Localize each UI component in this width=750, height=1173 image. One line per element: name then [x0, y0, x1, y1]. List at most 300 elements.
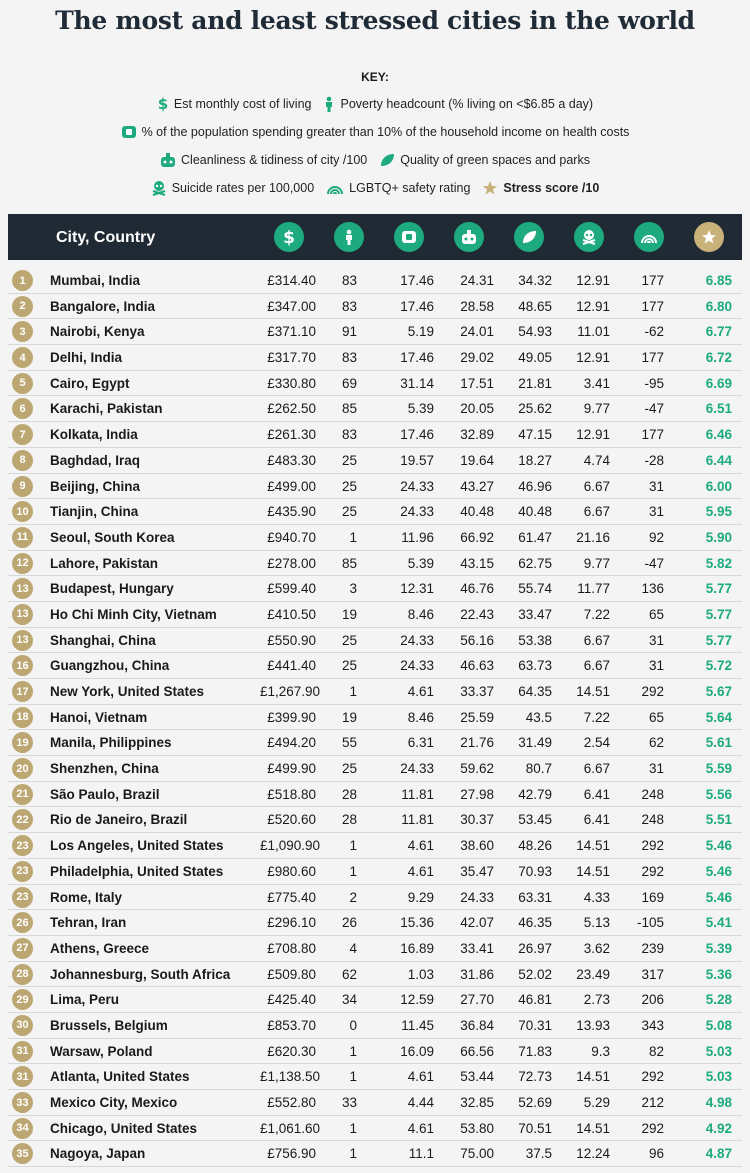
cell-suicide: 14.51 [576, 1069, 610, 1085]
cell-health: 11.96 [401, 529, 434, 545]
table-row [8, 885, 742, 911]
table-row [8, 345, 742, 371]
cell-suicide: 6.67 [583, 658, 610, 674]
cell-green: 55.74 [518, 581, 552, 597]
cell-clean: 53.44 [460, 1069, 494, 1085]
cell-stress: 4.92 [705, 1120, 732, 1136]
cell-cost: £1,267.90 [260, 684, 321, 699]
rank-badge: 28 [12, 964, 33, 985]
rank-badge: 23 [12, 887, 33, 908]
cell-poverty: 25 [341, 478, 357, 494]
cell-city: Manila, Philippines [50, 735, 172, 751]
cell-green: 53.45 [518, 812, 552, 828]
cell-clean: 36.84 [460, 1017, 494, 1033]
cell-clean: 46.76 [460, 581, 494, 597]
cell-lgbtq: 31 [648, 658, 664, 674]
table-row [8, 987, 742, 1013]
cell-city: Warsaw, Poland [50, 1043, 153, 1059]
rank-badge: 18 [12, 707, 33, 728]
cell-stress: 6.80 [705, 298, 732, 314]
cell-cost: £520.60 [267, 812, 316, 828]
cell-city: Lima, Peru [50, 992, 120, 1008]
rank-badge: 7 [12, 424, 33, 445]
cell-clean: 19.64 [460, 452, 494, 468]
page-title: The most and least stressed cities in the world [55, 6, 695, 35]
cell-cost: £499.00 [267, 478, 316, 494]
cell-cost: £620.30 [267, 1043, 316, 1059]
cell-poverty: 69 [341, 375, 357, 391]
cell-stress: 6.85 [705, 273, 732, 288]
cleaning-icon [160, 152, 176, 168]
cell-stress: 5.67 [705, 684, 732, 699]
person-icon [323, 96, 335, 112]
cell-health: 24.33 [400, 632, 434, 648]
cell-stress: 5.03 [705, 1043, 732, 1059]
cell-lgbtq: 292 [641, 838, 664, 854]
cell-stress: 5.46 [705, 838, 732, 854]
cell-health: 17.46 [400, 350, 434, 366]
cell-cost: £314.40 [267, 273, 316, 288]
cell-lgbtq: 177 [641, 427, 664, 443]
table-row [8, 910, 742, 936]
table-row [8, 962, 742, 988]
cell-green: 33.47 [518, 606, 552, 622]
cell-poverty: 83 [341, 298, 357, 314]
cell-cost: £483.30 [267, 452, 316, 468]
cell-clean: 27.98 [460, 786, 494, 802]
key-line-3 [0, 152, 750, 168]
skull-icon [151, 180, 167, 196]
cell-poverty: 19 [341, 709, 357, 725]
table-row [8, 1039, 742, 1065]
cell-lgbtq: 177 [641, 273, 664, 288]
cell-cost: £317.70 [267, 350, 316, 366]
cell-lgbtq: -28 [644, 452, 664, 468]
cell-cost: £278.00 [267, 555, 316, 571]
rank-badge: 29 [12, 989, 33, 1010]
cell-suicide: 12.91 [576, 350, 610, 366]
cell-health: 4.61 [407, 838, 434, 854]
cell-clean: 30.37 [460, 812, 494, 828]
cell-poverty: 25 [341, 761, 357, 777]
cell-suicide: 7.22 [583, 709, 610, 725]
leaf-icon [521, 229, 537, 245]
cell-lgbtq: 343 [641, 1017, 664, 1033]
cell-health: 16.09 [400, 1043, 434, 1059]
cell-stress: 5.64 [705, 709, 732, 725]
svg-text:$: $ [157, 96, 169, 112]
rank-badge: 31 [12, 1041, 33, 1062]
cell-city: Johannesburg, South Africa [50, 966, 231, 982]
cell-cost: £1,090.90 [260, 838, 321, 854]
cell-poverty: 1 [349, 529, 357, 545]
rank-badge: 27 [12, 938, 33, 959]
health-icon [401, 229, 417, 245]
cell-poverty: 83 [341, 427, 357, 443]
rainbow-icon [640, 230, 658, 244]
table-row [8, 422, 742, 448]
table-row [8, 756, 742, 782]
cell-cost: £1,061.60 [260, 1120, 321, 1136]
column-header-clean [454, 222, 484, 252]
cell-stress: 5.82 [705, 555, 732, 571]
cell-stress: 6.44 [705, 452, 732, 468]
cell-green: 62.75 [518, 555, 552, 571]
cell-lgbtq: 248 [641, 786, 664, 802]
cell-lgbtq: 292 [641, 863, 664, 879]
cell-stress: 5.56 [705, 786, 732, 802]
cell-poverty: 1 [349, 1069, 357, 1085]
cell-clean: 40.48 [460, 504, 494, 520]
star-icon [701, 229, 717, 245]
cell-lgbtq: 177 [641, 350, 664, 366]
cell-stress: 5.03 [705, 1069, 732, 1085]
key-item-poverty: Poverty headcount (% living on <$6.85 a day) [323, 96, 593, 112]
cell-green: 49.05 [518, 350, 552, 366]
cell-stress: 5.28 [705, 992, 732, 1008]
cell-cost: £708.80 [267, 940, 316, 956]
cell-suicide: 2.54 [583, 735, 610, 751]
cell-green: 25.62 [518, 401, 552, 417]
table-row [8, 782, 742, 808]
cell-city: Nagoya, Japan [50, 1146, 146, 1162]
rank-badge: 17 [12, 681, 33, 702]
cell-city: Lahore, Pakistan [50, 555, 159, 571]
cell-stress: 5.39 [705, 940, 732, 956]
cell-health: 11.1 [408, 1146, 434, 1162]
cell-city: Atlanta, United States [50, 1069, 190, 1085]
cell-lgbtq: 292 [641, 1069, 664, 1085]
cell-health: 17.46 [400, 273, 434, 288]
cell-cost: £262.50 [267, 401, 316, 417]
cell-suicide: 9.3 [591, 1043, 610, 1059]
cell-suicide: 12.91 [576, 427, 610, 443]
cell-clean: 17.51 [460, 375, 494, 391]
cell-city: Ho Chi Minh City, Vietnam [50, 606, 217, 622]
cell-lgbtq: 248 [641, 812, 664, 828]
cell-green: 70.31 [518, 1017, 552, 1033]
cell-suicide: 11.01 [577, 324, 610, 340]
table-body [8, 268, 742, 1167]
cell-lgbtq: 31 [648, 761, 664, 777]
rank-badge: 26 [12, 912, 33, 933]
cell-suicide: 13.93 [576, 1017, 610, 1033]
cell-suicide: 11.77 [577, 581, 610, 597]
cell-suicide: 23.49 [576, 966, 610, 982]
cell-cost: £435.90 [267, 504, 316, 520]
table-row [8, 294, 742, 320]
star-icon [482, 180, 498, 196]
cell-poverty: 1 [349, 838, 357, 854]
cell-poverty: 34 [341, 992, 357, 1008]
cell-green: 71.83 [518, 1043, 552, 1059]
cell-suicide: 21.16 [576, 529, 610, 545]
cell-suicide: 3.62 [583, 940, 610, 956]
person-icon [343, 229, 355, 245]
cell-stress: 5.08 [705, 1017, 732, 1033]
cell-lgbtq: 206 [641, 992, 664, 1008]
cell-poverty: 1 [349, 1043, 357, 1059]
health-icon [121, 124, 137, 140]
cell-suicide: 5.13 [583, 915, 610, 931]
cell-suicide: 12.24 [576, 1146, 610, 1162]
cell-clean: 24.31 [460, 273, 494, 288]
cell-health: 19.57 [400, 452, 434, 468]
cell-lgbtq: 317 [641, 966, 664, 982]
cell-lgbtq: 177 [641, 298, 664, 314]
cell-poverty: 83 [341, 350, 357, 366]
cell-city: São Paulo, Brazil [50, 786, 160, 802]
cell-green: 46.81 [518, 992, 552, 1008]
key-line-1 [0, 96, 750, 112]
rank-badge: 8 [12, 450, 33, 471]
cell-city: Baghdad, Iraq [50, 452, 141, 468]
cell-health: 5.19 [407, 324, 434, 340]
cell-lgbtq: 65 [648, 709, 664, 725]
table-row [8, 1090, 742, 1116]
cell-city: Beijing, China [50, 478, 141, 494]
table-row [8, 474, 742, 500]
cell-health: 11.45 [401, 1017, 434, 1033]
cell-stress: 5.46 [705, 863, 732, 879]
cell-stress: 6.00 [705, 478, 732, 494]
cell-health: 11.81 [401, 786, 434, 802]
cell-stress: 6.69 [705, 375, 732, 391]
cell-cost: £261.30 [267, 427, 316, 443]
cell-city: Karachi, Pakistan [50, 401, 163, 417]
table-row [8, 1013, 742, 1039]
key-item-cost: $ Est monthly cost of living [157, 96, 312, 112]
table-row [8, 705, 742, 731]
cell-clean: 27.70 [460, 992, 494, 1008]
table-row [8, 499, 742, 525]
cell-poverty: 55 [341, 735, 357, 751]
rank-badge: 35 [12, 1143, 33, 1164]
cell-cost: £371.10 [267, 324, 316, 340]
rank-badge: 22 [12, 809, 33, 830]
table-row [8, 807, 742, 833]
column-header-suicide [574, 222, 604, 252]
cell-city: Hanoi, Vietnam [50, 709, 148, 725]
cell-health: 12.31 [400, 581, 434, 597]
cell-lgbtq: 292 [641, 1120, 664, 1136]
cell-lgbtq: 239 [641, 940, 664, 956]
cell-green: 47.15 [518, 427, 552, 443]
rank-badge: 23 [12, 861, 33, 882]
cell-city: Athens, Greece [50, 940, 150, 956]
rank-badge: 13 [12, 604, 33, 625]
key-line-2 [0, 124, 750, 140]
cell-stress: 5.77 [705, 632, 732, 648]
table-row [8, 576, 742, 602]
rank-badge: 3 [12, 321, 33, 342]
cell-cost: £518.80 [267, 786, 316, 802]
cell-green: 18.27 [518, 452, 552, 468]
cell-cost: £347.00 [267, 298, 316, 314]
cell-green: 21.81 [518, 375, 552, 391]
cell-lgbtq: 96 [648, 1146, 664, 1162]
skull-icon [581, 229, 597, 245]
rank-badge: 10 [12, 501, 33, 522]
cell-clean: 24.33 [460, 889, 494, 905]
cell-green: 63.31 [518, 889, 552, 905]
cell-green: 70.93 [518, 863, 552, 879]
cell-poverty: 28 [341, 786, 357, 802]
cell-green: 48.65 [518, 298, 552, 314]
rank-badge: 20 [12, 758, 33, 779]
cell-suicide: 6.67 [583, 478, 610, 494]
cell-city: Guangzhou, China [50, 658, 170, 674]
rainbow-icon [326, 181, 344, 195]
cell-suicide: 9.77 [583, 401, 610, 417]
cell-suicide: 12.91 [576, 273, 610, 288]
table-row [8, 1141, 742, 1167]
cell-green: 31.49 [518, 735, 552, 751]
cell-cost: £1,138.50 [260, 1069, 321, 1085]
cell-suicide: 2.73 [583, 992, 610, 1008]
cell-cost: £441.40 [267, 658, 316, 674]
cell-poverty: 85 [341, 401, 357, 417]
table-row [8, 1116, 742, 1142]
cell-stress: 5.41 [705, 915, 732, 931]
cell-green: 72.73 [518, 1069, 552, 1085]
table-row [8, 628, 742, 654]
cell-health: 9.29 [407, 889, 434, 905]
cell-cost: £599.40 [267, 581, 316, 597]
cell-cost: £509.80 [267, 966, 316, 982]
cell-poverty: 1 [349, 1120, 357, 1136]
table-row [8, 268, 742, 294]
column-header-stress [694, 222, 724, 252]
svg-text:$: $ [283, 228, 295, 246]
rank-badge: 33 [12, 1092, 33, 1113]
cell-poverty: 83 [341, 273, 357, 288]
cell-cost: £425.40 [267, 992, 316, 1008]
cell-health: 17.46 [400, 427, 434, 443]
cell-lgbtq: 169 [641, 889, 664, 905]
cell-green: 70.51 [518, 1120, 552, 1136]
cell-green: 48.26 [518, 838, 552, 854]
cell-green: 46.35 [518, 915, 552, 931]
cell-green: 43.5 [525, 709, 552, 725]
rank-badge: 13 [12, 578, 33, 599]
cell-lgbtq: -47 [644, 401, 664, 417]
cell-stress: 5.72 [705, 658, 732, 674]
cell-green: 80.7 [525, 761, 552, 777]
table-row [8, 679, 742, 705]
rank-badge: 5 [12, 373, 33, 394]
table-row [8, 730, 742, 756]
table-row [8, 602, 742, 628]
cell-city: Shanghai, China [50, 632, 156, 648]
cell-lgbtq: -95 [644, 375, 664, 391]
cell-green: 52.02 [518, 966, 552, 982]
rank-badge: 34 [12, 1118, 33, 1139]
table-row [8, 525, 742, 551]
cell-lgbtq: -62 [644, 324, 664, 340]
cell-suicide: 5.29 [583, 1095, 610, 1110]
key-item-health: % of the population spending greater than 10% of the household income on health costs [121, 124, 630, 140]
cell-cost: £756.90 [267, 1146, 316, 1162]
cell-clean: 38.60 [460, 838, 494, 854]
cell-lgbtq: 292 [641, 684, 664, 699]
key-item-lgbtq: LGBTQ+ safety rating [326, 181, 470, 195]
cell-clean: 56.16 [460, 632, 494, 648]
dollar-icon [282, 228, 296, 246]
cell-cost: £550.90 [267, 632, 316, 648]
cell-lgbtq: 31 [648, 504, 664, 520]
cell-lgbtq: 82 [648, 1043, 664, 1059]
cell-clean: 43.27 [460, 478, 494, 494]
rank-badge: 6 [12, 398, 33, 419]
cell-city: Shenzhen, China [50, 761, 159, 777]
cell-poverty: 19 [341, 606, 357, 622]
cell-health: 24.33 [400, 761, 434, 777]
cell-cost: £494.20 [267, 735, 316, 751]
cell-clean: 75.00 [460, 1146, 494, 1162]
cell-health: 24.33 [400, 658, 434, 674]
cell-cost: £552.80 [267, 1095, 316, 1110]
cell-green: 37.5 [525, 1146, 552, 1162]
cell-city: Rome, Italy [50, 889, 123, 905]
rank-badge: 21 [12, 784, 33, 805]
cell-poverty: 1 [349, 684, 357, 699]
cell-health: 24.33 [400, 478, 434, 494]
cell-city: Bangalore, India [50, 298, 156, 314]
table-row [8, 859, 742, 885]
cell-city: Tehran, Iran [50, 915, 127, 931]
cell-clean: 24.01 [460, 324, 494, 340]
cell-city: Chicago, United States [50, 1120, 198, 1136]
key-item-stress: Stress score /10 [482, 180, 599, 196]
rank-badge: 11 [12, 527, 33, 548]
cell-poverty: 33 [341, 1095, 357, 1110]
cell-clean: 42.07 [460, 915, 494, 931]
cell-clean: 31.86 [460, 966, 494, 982]
cell-cost: £330.80 [267, 375, 316, 391]
cell-poverty: 25 [341, 658, 357, 674]
cell-suicide: 9.77 [583, 555, 610, 571]
cell-city: Mumbai, India [50, 273, 141, 288]
cell-clean: 28.58 [460, 298, 494, 314]
key-item-green: Quality of green spaces and parks [379, 152, 590, 168]
cell-clean: 32.89 [460, 427, 494, 443]
cell-clean: 29.02 [460, 350, 494, 366]
cell-stress: 6.46 [705, 427, 732, 443]
rank-badge: 1 [12, 270, 33, 291]
cell-clean: 66.56 [460, 1043, 494, 1059]
cell-city: Los Angeles, United States [50, 838, 224, 854]
cell-health: 1.03 [407, 966, 434, 982]
cell-clean: 20.05 [460, 401, 494, 417]
cell-health: 4.61 [407, 684, 434, 699]
rank-badge: 19 [12, 732, 33, 753]
column-header-cost [274, 222, 304, 252]
cell-poverty: 85 [341, 555, 357, 571]
cell-health: 4.61 [407, 1069, 434, 1085]
dollar-icon [157, 96, 169, 112]
key-label: KEY: [361, 70, 389, 84]
cell-poverty: 62 [341, 966, 357, 982]
cell-cost: £296.10 [267, 915, 316, 931]
cell-poverty: 1 [349, 1146, 357, 1162]
cell-green: 34.32 [518, 273, 552, 288]
cell-cost: £853.70 [267, 1017, 316, 1033]
cell-stress: 6.77 [705, 324, 732, 340]
cell-suicide: 3.41 [583, 375, 610, 391]
cell-suicide: 6.67 [583, 761, 610, 777]
key-line-4 [0, 180, 750, 196]
